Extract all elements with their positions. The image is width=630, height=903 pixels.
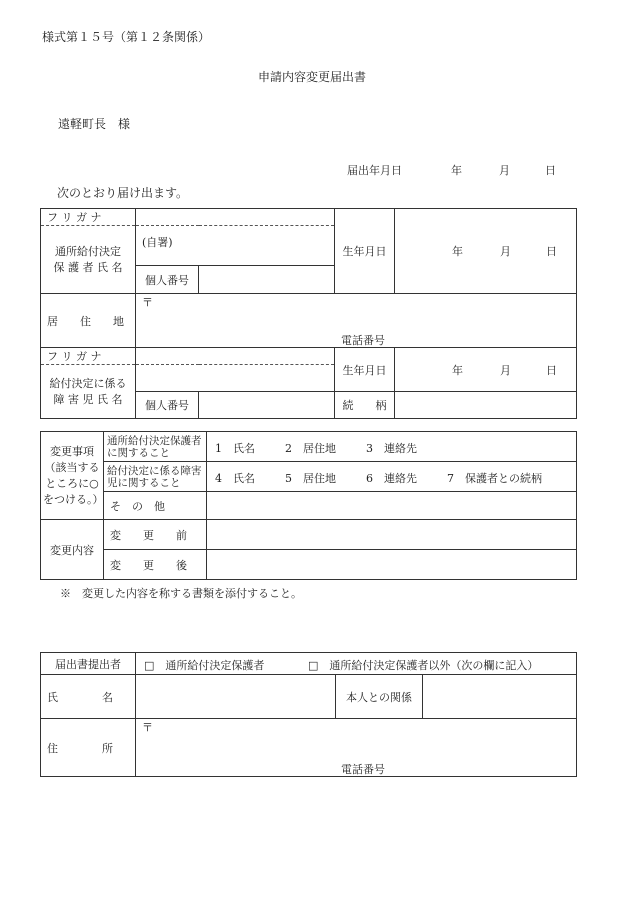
form-number: 様式第１５号（第１２条関係） xyxy=(42,30,211,44)
submitter-label: 届出書提出者 xyxy=(41,653,136,675)
submitter-table xyxy=(40,652,577,777)
child-change-options[interactable] xyxy=(207,462,577,492)
child-furigana-label: フ リ ガ ナ xyxy=(41,348,136,365)
guardian-birth-day: 日 xyxy=(546,245,557,258)
submitter-phone-label: 電話番号 xyxy=(341,763,385,776)
guardian-furigana-field[interactable] xyxy=(136,209,335,226)
child-furigana-field[interactable] xyxy=(136,348,335,365)
submitter-address-field[interactable] xyxy=(136,719,577,777)
after-field[interactable] xyxy=(207,550,577,580)
guardian-phone-label: 電話番号 xyxy=(341,334,385,347)
before-field[interactable] xyxy=(207,520,577,550)
submitter-option-other[interactable]: □ 通所給付決定保護者以外（次の欄に記入） xyxy=(308,659,539,672)
before-label: 変 更 前 xyxy=(104,520,207,550)
child-personal-number-label: 個人番号 xyxy=(136,392,199,419)
child-birth-year: 年 xyxy=(452,363,463,377)
child-related-label: 給付決定に係る障害児に関すること xyxy=(104,462,207,492)
child-option-contact[interactable]: 6 連絡先 xyxy=(366,472,417,485)
attachment-note: ※ 変更した内容を称する書類を添付すること。 xyxy=(60,587,302,600)
guardian-address-field[interactable] xyxy=(136,294,577,348)
child-birth-day: 日 xyxy=(546,363,557,377)
child-birth-month: 月 xyxy=(500,363,511,377)
other-field[interactable] xyxy=(207,492,577,520)
change-content-label: 変更内容 xyxy=(41,520,104,580)
guardian-name-label-line1: 通所給付決定 xyxy=(55,244,121,258)
guardian-name-label-line2: 保 護 者 氏 名 xyxy=(53,260,123,274)
intro-text: 次のとおり届け出ます。 xyxy=(57,186,189,200)
child-relationship-field[interactable] xyxy=(395,392,577,419)
guardian-change-options[interactable] xyxy=(207,432,577,462)
child-option-relationship[interactable]: 7 保護者との続柄 xyxy=(447,472,542,485)
submitter-option-guardian[interactable]: □ 通所給付決定保護者 xyxy=(144,659,265,672)
guardian-address-label: 居 住 地 xyxy=(41,294,136,348)
guardian-birthdate-field[interactable] xyxy=(395,209,577,294)
child-birthdate-label: 生年月日 xyxy=(335,348,395,392)
guardian-option-address[interactable]: 2 居住地 xyxy=(285,442,336,455)
submitter-postal-mark: 〒 xyxy=(142,721,153,734)
date-year: 年 xyxy=(451,164,462,177)
form-title: 申請内容変更届出書 xyxy=(258,70,367,84)
child-birthdate-field[interactable] xyxy=(395,348,577,392)
change-table xyxy=(40,431,577,580)
child-personal-number-field[interactable] xyxy=(199,392,335,419)
signature-note: (自署) xyxy=(142,236,173,249)
child-name-label xyxy=(41,365,136,419)
child-name-label-line2: 障 害 児 氏 名 xyxy=(53,392,123,406)
guardian-postal-mark: 〒 xyxy=(142,296,153,309)
child-name-field[interactable] xyxy=(136,365,335,392)
other-label: そ の 他 xyxy=(104,492,207,520)
guardian-related-label: 通所給付決定保護者に関すること xyxy=(104,432,207,462)
guardian-name-label xyxy=(41,226,136,294)
change-items-label: 変更事項（該当するところに○をつける。） xyxy=(41,432,104,520)
guardian-birthdate-label: 生年月日 xyxy=(335,209,395,294)
child-relationship-label: 続 柄 xyxy=(335,392,395,419)
date-label: 届出年月日 xyxy=(347,164,402,177)
guardian-birth-year: 年 xyxy=(452,245,463,258)
guardian-birth-month: 月 xyxy=(500,245,511,258)
submitter-relation-field[interactable] xyxy=(423,675,577,719)
guardian-furigana-label: フ リ ガ ナ xyxy=(41,209,136,226)
guardian-name-field[interactable] xyxy=(136,226,335,266)
date-day: 日 xyxy=(545,164,556,177)
after-label: 変 更 後 xyxy=(104,550,207,580)
submitter-address-label: 住 所 xyxy=(41,719,136,777)
child-name-label-line1: 給付決定に係る xyxy=(49,376,127,390)
child-option-name[interactable]: 4 氏名 xyxy=(215,472,255,485)
guardian-personal-number-label: 個人番号 xyxy=(136,266,199,294)
child-option-address[interactable]: 5 居住地 xyxy=(285,472,336,485)
addressee: 遠軽町長 様 xyxy=(58,117,131,131)
submitter-name-label: 氏 名 xyxy=(41,675,136,719)
submitter-name-field[interactable] xyxy=(136,675,336,719)
date-month: 月 xyxy=(499,164,510,177)
guardian-option-contact[interactable]: 3 連絡先 xyxy=(366,442,417,455)
guardian-personal-number-field[interactable] xyxy=(199,266,335,294)
submitter-relation-label: 本人との関係 xyxy=(336,675,423,719)
applicant-table xyxy=(40,208,577,419)
submitter-options[interactable] xyxy=(136,653,577,675)
guardian-option-name[interactable]: 1 氏名 xyxy=(215,442,255,455)
